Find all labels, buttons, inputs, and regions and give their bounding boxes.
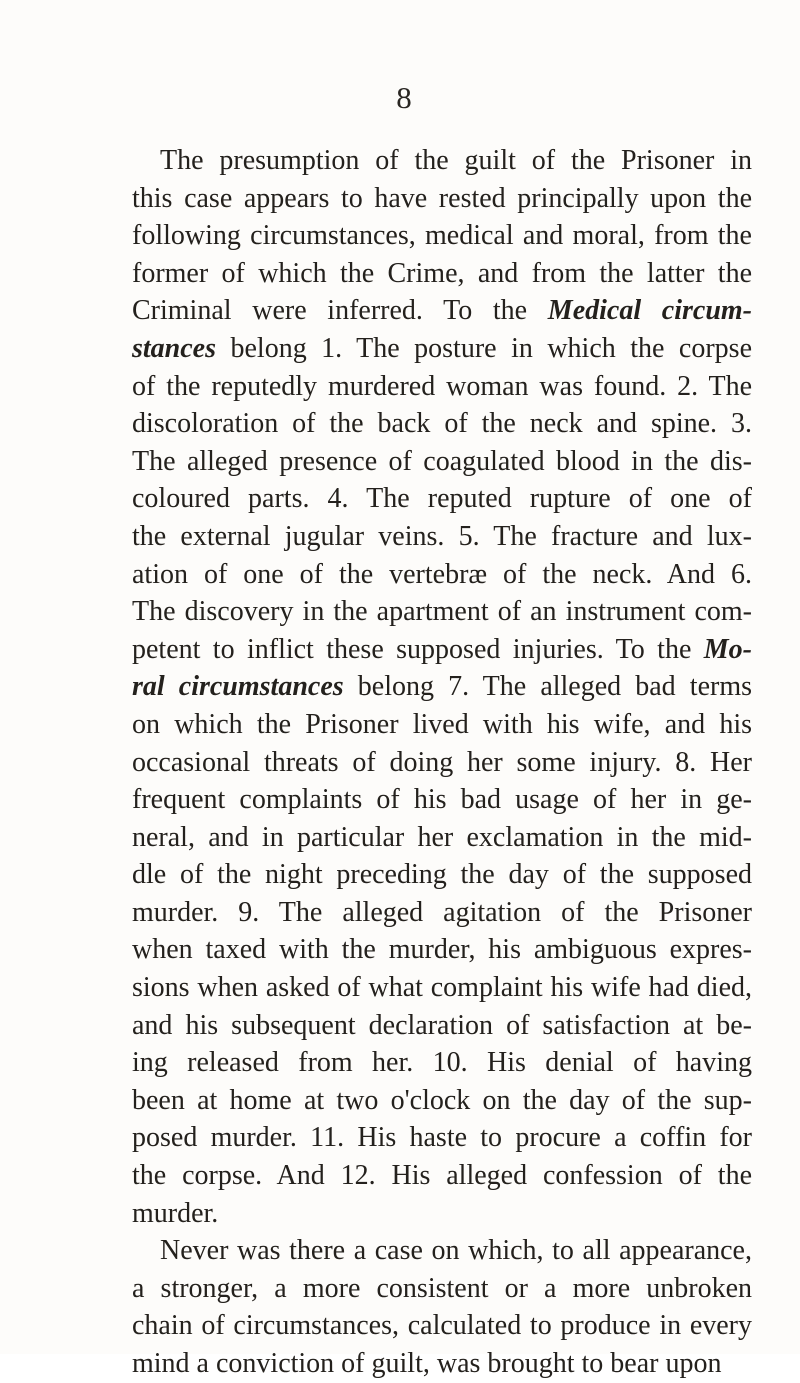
text-line [132, 631, 752, 669]
italic-phrase: stances [132, 332, 216, 364]
text-line [132, 668, 752, 706]
text-segment: Criminal were inferred. To the [132, 295, 548, 327]
text-line: the external jugular veins. 5. The fracture and lux- [132, 520, 752, 552]
text-line [132, 292, 752, 330]
text-line: former of which the Crime, and from the latter the [132, 257, 752, 289]
paragraph [132, 142, 752, 1232]
text-line: this case appears to have rested principally upon the [132, 182, 752, 214]
text-line: discoloration of the back of the neck and spine. 3. [132, 408, 752, 440]
text-segment: belong 1. The posture in which the corpse [216, 332, 752, 364]
italic-phrase: Mo- [703, 633, 752, 665]
text-line: coloured parts. 4. The reputed rupture of one of [132, 483, 752, 515]
text-line: following circumstances, medical and moral, from the [132, 220, 752, 252]
text-line: frequent complaints of his bad usage of her in ge- [132, 784, 752, 816]
text-line: sions when asked of what complaint his wife had died, [132, 972, 752, 1004]
text-line: murder. 9. The alleged agitation of the Prisoner [132, 896, 752, 928]
body-text [132, 142, 752, 1383]
text-line: Never was there a case on which, to all appearance, [160, 1235, 752, 1267]
text-line: been at home at two o'clock on the day of the sup- [132, 1084, 752, 1116]
text-line: posed murder. 11. His haste to procure a coffin for [132, 1122, 752, 1154]
text-line: a stronger, a more consistent or a more unbroken [132, 1272, 752, 1304]
text-line [132, 330, 752, 368]
text-line: mind a conviction of guilt, was brought to bear upon [132, 1348, 722, 1379]
text-line: on which the Prisoner lived with his wife, and his [132, 708, 752, 740]
text-line: chain of circumstances, calculated to produce in every [132, 1310, 752, 1342]
text-line: when taxed with the murder, his ambiguous expres- [132, 934, 752, 966]
text-line: and his subsequent declaration of satisfaction at be- [132, 1009, 752, 1041]
text-line: The discovery in the apartment of an instrument com- [132, 596, 752, 628]
text-line: murder. [132, 1197, 219, 1229]
text-line: occasional threats of doing her some injury. 8. Her [132, 746, 752, 778]
italic-phrase: Medical circum- [547, 295, 752, 327]
text-segment: petent to inflict these supposed injuries. To the [132, 633, 704, 665]
italic-phrase: ral circumstances [132, 671, 344, 703]
text-line: neral, and in particular her exclamation in the mid- [132, 821, 752, 853]
text-line: The presumption of the guilt of the Prisoner in [160, 145, 752, 176]
text-line: of the reputedly murdered woman was found. 2. The [132, 370, 752, 402]
text-line: ation of one of the vertebræ of the neck. And 6. [132, 558, 752, 590]
text-line: the corpse. And 12. His alleged confession of the [132, 1160, 752, 1192]
paragraph [132, 1232, 752, 1382]
text-line: ing released from her. 10. His denial of having [132, 1047, 752, 1079]
page-number: 8 [396, 80, 412, 115]
text-line: dle of the night preceding the day of the supposed [132, 859, 752, 891]
text-segment: belong 7. The alleged bad terms [343, 671, 752, 703]
text-line: The alleged presence of coagulated blood in the dis- [132, 445, 752, 477]
